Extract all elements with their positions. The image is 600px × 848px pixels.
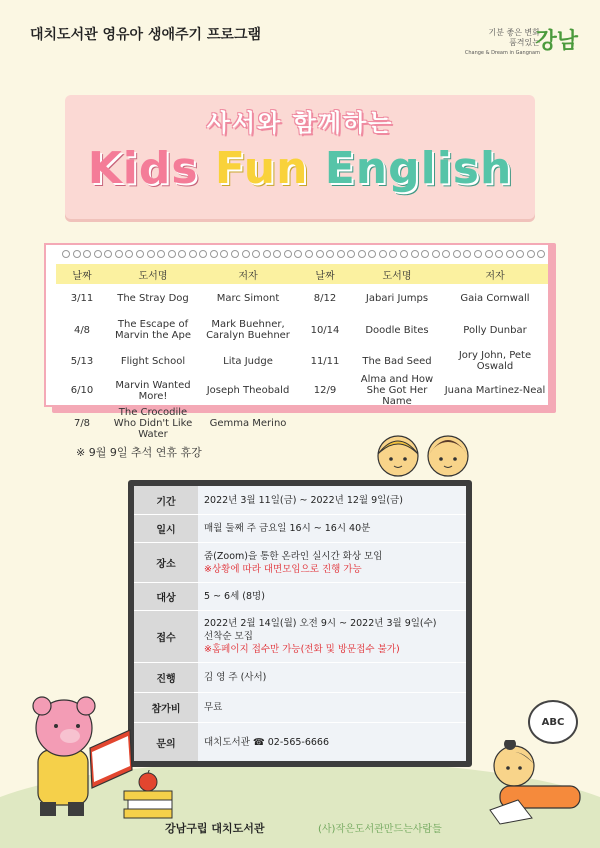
info-value: 줌(Zoom)을 통한 온라인 실시간 화상 모임 xyxy=(204,550,383,562)
info-value: 2022년 2월 14일(월) 오전 9시 ~ 2022년 3월 9일(수) xyxy=(204,618,437,629)
info-row-fee xyxy=(134,693,466,723)
info-label: 진행 xyxy=(134,663,198,692)
book-title: Jabari Jumps xyxy=(365,292,429,304)
table-row xyxy=(56,348,548,374)
info-value: 5 ~ 6세 (8명) xyxy=(204,591,265,602)
logo-mark: 강남 xyxy=(535,29,578,54)
info-row-contact xyxy=(134,723,466,761)
book-date: 12/9 xyxy=(313,385,337,396)
info-value: 2022년 3월 11일(금) ~ 2022년 12월 9일(금) xyxy=(204,494,403,506)
table-row xyxy=(56,284,548,312)
title-fun: Fun xyxy=(214,143,309,194)
book-author: Joseph Theobald xyxy=(206,385,290,396)
notebook-ring xyxy=(305,250,313,258)
notebook-ring xyxy=(157,250,165,258)
book-author: Gemma Merino xyxy=(209,418,287,429)
notebook-ring xyxy=(527,250,535,258)
table-header-row xyxy=(56,264,548,284)
logo-tagline-1: 기분 좋은 변화 xyxy=(488,28,540,37)
header-date: 날짜 xyxy=(56,264,108,284)
info-label: 참가비 xyxy=(134,693,198,722)
table-row xyxy=(56,312,548,348)
peeking-kids-illustration xyxy=(370,426,480,486)
notebook-ring xyxy=(115,250,123,258)
notebook-ring xyxy=(516,250,524,258)
book-date: 3/11 xyxy=(70,292,94,304)
header-date: 날짜 xyxy=(298,264,352,284)
gangnam-logo xyxy=(464,22,578,56)
logo-tagline-3: Change & Dream in Gangnam xyxy=(464,50,540,56)
abc-speech-bubble: ABC xyxy=(528,700,578,744)
notebook-ring xyxy=(199,250,207,258)
notebook-ring xyxy=(210,250,218,258)
book-author: Polly Dunbar xyxy=(463,324,527,336)
notebook-ring xyxy=(125,250,133,258)
footer-organization: (사)작은도서관만드는사람들 xyxy=(318,824,442,835)
footer-library-name: 강남구립 대치도서관 xyxy=(165,822,265,835)
notebook-ring xyxy=(294,250,302,258)
notebook-ring xyxy=(495,250,503,258)
info-value: 무료 xyxy=(204,702,223,713)
table-row xyxy=(56,374,548,407)
info-label: 접수 xyxy=(134,611,198,662)
info-row-apply xyxy=(134,611,466,663)
book-schedule-table xyxy=(56,264,548,440)
notebook-ring xyxy=(368,250,376,258)
banner-title xyxy=(65,143,535,194)
title-banner xyxy=(65,95,535,219)
notebook-ring xyxy=(400,250,408,258)
header-author: 저자 xyxy=(442,264,548,284)
girl-reading-illustration xyxy=(470,740,590,830)
book-title: Marvin Wanted More! xyxy=(115,379,191,402)
notebook-ring xyxy=(326,250,334,258)
header-title: 도서명 xyxy=(108,264,198,284)
book-title: The Stray Dog xyxy=(117,292,189,304)
notebook-ring xyxy=(104,250,112,258)
program-header-title: 대치도서관 영유아 생애주기 프로그램 xyxy=(30,27,262,43)
book-title: Doodle Bites xyxy=(365,324,429,336)
notebook-ring xyxy=(189,250,197,258)
book-date: 10/14 xyxy=(310,324,340,336)
header-author: 저자 xyxy=(198,264,298,284)
info-label: 대상 xyxy=(134,583,198,610)
notebook-ring xyxy=(273,250,281,258)
notebook-ring xyxy=(73,250,81,258)
info-label: 문의 xyxy=(134,723,198,761)
book-author: Lita Judge xyxy=(223,355,273,367)
book-author: Gaia Cornwall xyxy=(460,292,530,304)
notebook-ring xyxy=(463,250,471,258)
notebook-ring xyxy=(453,250,461,258)
notebook-ring xyxy=(178,250,186,258)
notebook-ring xyxy=(231,250,239,258)
notebook-ring xyxy=(506,250,514,258)
logo-tagline-2: 품격있는 xyxy=(509,38,540,47)
notebook-rings xyxy=(62,250,546,260)
notebook-ring xyxy=(147,250,155,258)
info-row-place xyxy=(134,543,466,583)
book-title: The Bad Seed xyxy=(362,355,432,367)
book-author: Juana Martinez-Neal xyxy=(444,385,546,396)
notebook-ring xyxy=(168,250,176,258)
notebook-ring xyxy=(220,250,228,258)
book-author: Marc Simont xyxy=(216,292,280,304)
book-title: The Crocodile Who Didn't Like Water xyxy=(113,407,193,440)
notebook-ring xyxy=(421,250,429,258)
notebook-ring xyxy=(537,250,545,258)
info-row-period xyxy=(134,486,466,515)
book-author: Jory John, Pete Oswald xyxy=(458,350,532,372)
info-row-target xyxy=(134,583,466,611)
info-value: 매월 둘째 주 금요일 16시 ~ 16시 40분 xyxy=(204,523,371,534)
notebook-ring xyxy=(62,250,70,258)
book-date: 5/13 xyxy=(70,355,94,367)
notebook-ring xyxy=(263,250,271,258)
info-note: ※홈페이지 접수만 가능(전화 및 방문접수 불가) xyxy=(204,644,400,655)
notebook-ring xyxy=(432,250,440,258)
info-row-host xyxy=(134,663,466,693)
notebook-ring xyxy=(347,250,355,258)
notebook-ring xyxy=(337,250,345,258)
info-board xyxy=(128,480,472,767)
title-english: English xyxy=(324,143,513,194)
title-kids: Kids xyxy=(87,143,199,194)
book-date: 4/8 xyxy=(73,324,91,336)
notebook-ring xyxy=(474,250,482,258)
info-value: 선착순 모집 xyxy=(204,631,253,642)
book-date: 6/10 xyxy=(70,385,94,396)
notebook-ring xyxy=(358,250,366,258)
notebook-ring xyxy=(83,250,91,258)
book-author: Mark Buehner, Caralyn Buehner xyxy=(206,319,290,341)
info-label: 기간 xyxy=(134,486,198,514)
notebook-ring xyxy=(284,250,292,258)
book-title: The Escape of Marvin the Ape xyxy=(114,319,191,341)
info-value: 김 영 주 (사서) xyxy=(204,672,267,683)
book-title: Flight School xyxy=(120,355,186,367)
header-title: 도서명 xyxy=(352,264,442,284)
book-stack-illustration xyxy=(118,770,178,825)
notebook-ring xyxy=(242,250,250,258)
notebook-ring xyxy=(389,250,397,258)
notebook-ring xyxy=(442,250,450,258)
book-date: 8/12 xyxy=(313,292,337,304)
banner-subtitle: 사서와 함께하는 xyxy=(206,109,394,137)
info-label: 일시 xyxy=(134,515,198,542)
info-note: ※상황에 따라 대면모임으로 진행 가능 xyxy=(204,563,362,575)
info-label: 장소 xyxy=(134,543,198,582)
holiday-notice: ※ 9월 9일 추석 연휴 휴강 xyxy=(76,446,202,459)
info-value: 대치도서관 ☎ 02-565-6666 xyxy=(204,736,330,748)
notebook-ring xyxy=(316,250,324,258)
notebook-ring xyxy=(411,250,419,258)
notebook-ring xyxy=(136,250,144,258)
book-title: Alma and How She Got Her Name xyxy=(360,374,434,407)
book-date: 11/11 xyxy=(310,355,340,367)
notebook-ring xyxy=(485,250,493,258)
book-date: 7/8 xyxy=(73,418,91,429)
info-row-schedule xyxy=(134,515,466,543)
notebook-ring xyxy=(379,250,387,258)
notebook-ring xyxy=(94,250,102,258)
notebook-ring xyxy=(252,250,260,258)
